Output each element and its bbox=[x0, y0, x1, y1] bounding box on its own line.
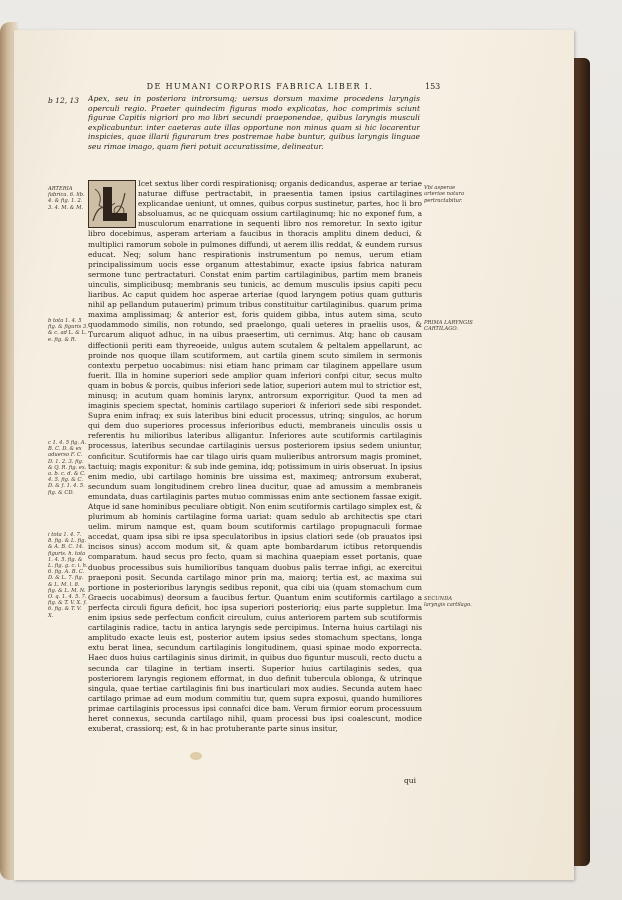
margin-note-right-2: PRIMA LARYNGIS CARTILAGO. bbox=[424, 320, 473, 333]
margin-note-left-1: ARTERIA fabrica. 6. lib. 4. & fig. 1. 2. 3. 4. M. & M. bbox=[48, 186, 85, 211]
main-text: Icet sextus liber cordi respirationisq; organis dedicandus, asperae ar teriae naturae diffuse pertractabit, in praesentia tamen ipsius cartilagines explicandae ueniunt, ut omnes, quibus corpus sustinetur, partes, hoc li bro absoluamus, ac ne quicquam ossium cartilaginumq; hic no exponef fum, a musculorum enarratione in sequenti libro nos remoretur. In sexto igitur libro docebimus, asperam arteriam a faucibus in thoracis amplitu dinem deduci, & multiplici ramorum sobole in pulmones diffundi, ut aerem illis reddat, & eundem rursus educat. Neq; solum hanc respirationis instrumentum po nemus, uerum etiam principalissimum uocis esse organum attestabimur, exacte ipsius fabrica naturam sermone tunc pertractaturi. Constat enim partim cartilaginibus, partim mem braneis uinculis, simplicibusq; membranis seu tunicis, ac demum musculis ipsius capiti pecu liaribus. Ac caput quidem hoc asperae arteriae (quod laryngem potius quam gutturis nihil ap pellandum putauerim) primum tribus constituitur cartilaginibus. quarum prima maxima amplissimaq; & anterior est, foris quidem gibba, intus autem sima, scuto quodammodo similis, non rotundo, sed praelongo, quali ueteres in praeliis usos, & Turcarum aliquot adhuc, in na uibus praesertim, uti cernimus. Atq; hanc ob causam diffectionii periti eam thyreoeide, uulgus autem scutalem & peltalem appellarunt, ac proinde nos quoque illam scutiformem, aut cartila ginem scuto similem in sermonis contextu perpetuo uocabimus: nisi etiam hanc primam car tilaginem appellare usum fuerit. Illa in homine superiori sede amplior quam inferiori confpi citur, secus multo quam in bobus & porcis, quibus inferiori sede latior, superiori autem mul to strictior est, minusq; in acutum quam hominis larynx, antrorsum exporrigitur. Quod ta men ad imaginis speciem spectat, hominis cartilago superiori & inferiori sede sibi respondet. Supra enim infraq; ex suis lateribus bini educit processus, utrinq; singulos, ac horum qui dem duo superiores processus inferioribus educti, membraneis uinculis ossis u referentis hu milioribus lateribus alligantur. Inferiores aute scutiformis cartilaginis processus, lateribus secundae cartilaginis uersus posteriorem ipsius sedem uniuntur, conficitur. Scutiformis hae car tilago uiris quam mulieribus antrorsum magis prominet, tactuiq; magis exponitur: & sub inde gemina, idq; potissimum in uiris obseruat. In ipsius enim medio, ubi cartilago hominis bre uissima est, maximeq; antrorsum exuberat, secundum suam longitudinem crebro linea ducitur, quae ad amussim a membraneis emundata, duas cartilaginis partes mutuo commissas enim ante sectionem fassae exigit. Atque id sane hominibus peculiare obtigit. Non enim scutiformis cartilago simplex est, & plurimum ab hominis cartilagine forma uariat: quam sedulo ab architectis spe ctari uelim. mirum namque est, quam boum scutiformis cartilago propugnaculi formae accedat, quam ipsa sibi re ipsa speculatoribus in ipsius clatiori sede (ob prauatos ipsi incisos sinus) accom modum sit, & quam apte bombardarum ictibus retorquendis comparatum. haud secus pro fecto, quam si machina quaepiam esset portanis, quae duobus processibus suis humilioribus tanquam duobus palis terrae infigi, ac exercitui praeponi posit. Secunda cartilago minor prin ma, maiorq; tertia est, ac maxima sui portione in posterioribus laryngis sedibus reponit, qua cibi uia (quam stomachum cum Graecis uocabimus) deorsum a faucibus fertur. Quantum enim scutiformis cartilago a perfecta circuli figura deficit, hoc ipsa superiori posterioriq; eius parte suppletur. Ima enim ipsius sede perfectum conficit circulum, cuius anteriorem partem sub scutiformis cartilaginis radice, tactu in antica laryngis sede percipimus. Interna huius cartilagi nis amplitudo exacte leuis est, posterior autem ipsius sedes stomachum spectans, longa extu berat linea, secundum cartilaginis longitudinem, quasi spinae modo exporrecta. Haec duos huius cartilaginis sinus dirimit, in quibus duo figuntur musculi, recto ductu a secunda car tilagine in tertiam inserti. Superior huius cartilaginis sedes, qua posteriorem laryngis regionem efformat, in duo definit tubercula oblonga, & utrinque singula, quae tertiae cartilaginis fini bus inarticulari mox audies. Secunda autem haec cartilago primae ad eum modum commitiu tur, quem supra exposui, quando humiliores primae cartilaginis processus ipsi connafci dice bam. Verum firmior eorum processuum heret connexus, secunda cartilago nihil, quam processi bus ipsi coalescunt, modice exuberat, crassiorq; est, & in hac protuberante parte sinus insitur, bbox=[88, 179, 422, 734]
running-head: DE HUMANI CORPORIS FABRICA LIBER I. bbox=[146, 82, 374, 91]
main-text-block bbox=[88, 179, 422, 779]
decorated-initial-L bbox=[88, 180, 136, 228]
margin-note-left-3: c 1. 4. 5 fig. A. B. C. D. & ex aduerso F. C. D. 1. 2. 3. fig. & Q. R. fig. ex. a. b. c. d. & C. 4. 5. fig. & C. D. & f. 1. 4. 5. fig. & CD. bbox=[48, 440, 87, 496]
initial-ornament-icon bbox=[89, 181, 135, 227]
figure-reference: b 12, 13 bbox=[48, 96, 80, 105]
catchword: qui bbox=[404, 776, 417, 785]
page-number: 153 bbox=[425, 82, 441, 91]
paper-stain bbox=[190, 752, 202, 760]
margin-note-left-4: i tota 1. 4. 7. 8. fig. & L. fig. & A. B. C. 14. figuris. h. tota 1. 4. 5. fig. & L. fig. g. c. i. h. 6. fig. A. B. C. D. & L. 7. fig. & L. M. l. 8. fig. & L. M. N. O. q. 1. 4. 5. 7. fig. & T. V. X. f. 6. fig. & T. V. X. bbox=[48, 532, 88, 619]
intro-italic-paragraph: Apex, seu in posteriora introrsumq; uersus dorsum maxime procedens laryngis operculi regio. Praeter quindecim figuras modo explicatas, hoc comprimis sciunt figurae Capitis nigriori pro mo libri secundi praeponendae, quibus laryngis musculi explicabuntur. inter caeteras aute illas opportune non minus quam si hic locarentur inspicies, quae illarii figurarum tres postremae habe buntur, quibus laryngis linguae seu rimae imago, quam fieri potuit accuratissime, delineatur. bbox=[88, 94, 420, 151]
book-cover-edge bbox=[574, 58, 590, 866]
margin-note-left-2: b tota 1. 4. 5 fig. & figuris 3. & c. ad L. & L. e. fig. & R. bbox=[48, 318, 88, 343]
margin-note-right-1: Vbi asperae arteriae natura pertractabitur. bbox=[424, 185, 465, 204]
margin-note-right-3: SECUNDA laryngis cartilago. bbox=[424, 596, 472, 609]
